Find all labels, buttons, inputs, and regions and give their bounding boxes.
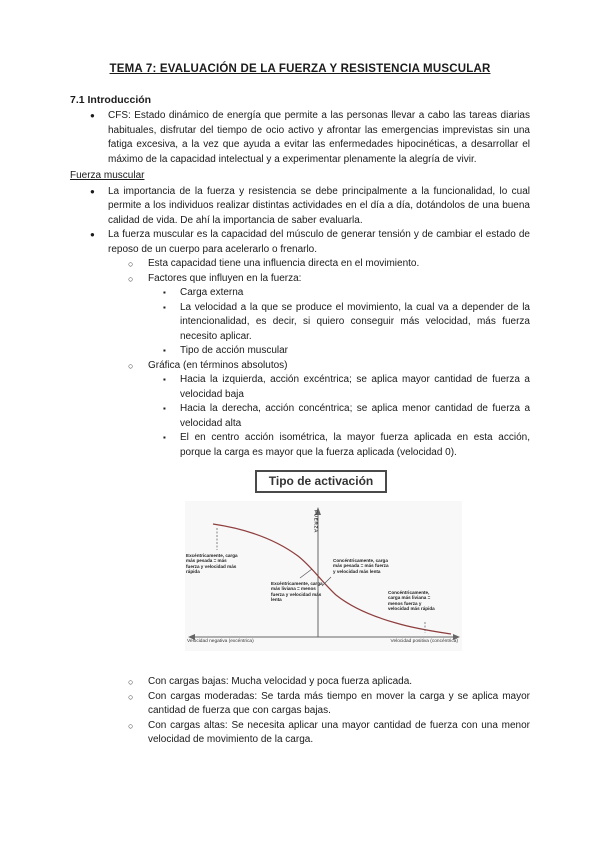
list-item-text: Con cargas altas: Se necesita aplicar una mayor cantidad de fuerza con una menor velocidad de movimiento de la carga. (148, 719, 530, 745)
list-item (70, 373, 530, 402)
annotation-eccentric-heavy: Excéntricamente, carga más pesada = más fuerza y velocidad más rápida (186, 553, 238, 575)
square-bullet-icon: ▪ (163, 404, 166, 413)
list-item-text: Con cargas bajas: Mucha velocidad y poca fuerza aplicada. (148, 676, 413, 687)
annotation-leader-line (300, 569, 312, 578)
annotation-eccentric-light: Excéntricamente, carga más liviana = menos fuerza y velocidad más lenta (271, 581, 323, 603)
list-item-text: La importancia de la fuerza y resistencia se debe principalmente a la funcionalidad, lo cual permite a los individuos realizar distintas actividades en el día a día, dotándolos de una buena calidad de vida. De ahí la importancia de saber evaluarla. (108, 185, 530, 226)
list-item (70, 690, 530, 719)
x-axis-right-label: Velocidad positiva (concéntrica) (390, 638, 458, 644)
list-item (70, 257, 530, 272)
y-axis-label: FUERZA (312, 510, 318, 534)
subsection-heading: Fuerza muscular (70, 170, 145, 181)
circle-bullet-icon: ○ (128, 677, 134, 687)
list-item-text: Esta capacidad tiene una influencia directa en el movimiento. (148, 258, 420, 269)
list-item (70, 359, 530, 374)
list-item-text: Gráfica (en términos absolutos) (148, 359, 288, 371)
list-item (70, 228, 530, 257)
circle-bullet-icon: ○ (128, 259, 134, 269)
list-item (70, 344, 530, 359)
list-item-text: Hacia la derecha, acción concéntrica; se aplica menor cantidad de fuerza a velocidad alta (180, 403, 530, 429)
list-item (70, 286, 530, 301)
list-item (70, 719, 530, 748)
list-item (70, 402, 530, 431)
list-item-text: Tipo de acción muscular (180, 345, 289, 356)
circle-bullet-icon: ○ (128, 273, 134, 284)
list-item (70, 431, 530, 460)
x-axis-left-label: Velocidad negativa (excéntrica) (187, 638, 254, 644)
annotation-concentric-light: Concéntricamente, carga más liviana = menos fuerza y velocidad más rápida (388, 590, 435, 612)
square-bullet-icon: ▪ (163, 302, 166, 312)
list-item-text: La fuerza muscular es la capacidad del músculo de generar tensión y de cambiar el estado de reposo de un cuerpo para acelerarlo o frenarlo. (108, 229, 530, 255)
square-bullet-icon: ▪ (163, 433, 166, 442)
square-bullet-icon: ▪ (163, 375, 166, 384)
list-item-text: CFS: Estado dinámico de energía que permite a las personas llevar a cabo las tareas diarias habituales, disfrutar del tiempo de ocio activo y afrontar las emergencias imprevistas sin una fatiga excesiva, a la vez que ayuda a evitar las enfermedades hipocinéticas, a desarrollar el máximo de la capacidad intelectual y a experimentar plenamente la alegría de vivir. (108, 110, 530, 165)
list-item (70, 675, 530, 690)
figure-title-box: Tipo de activación (255, 470, 387, 493)
circle-bullet-icon: ○ (128, 360, 134, 371)
force-velocity-chart (185, 501, 462, 651)
section-heading: 7.1 Introducción (70, 93, 152, 106)
bullet-icon: ● (90, 111, 95, 120)
list-item (70, 109, 530, 167)
circle-bullet-icon: ○ (128, 691, 134, 702)
bullet-icon: ● (90, 186, 95, 196)
list-item-text: Con cargas moderadas: Se tarda más tiempo en mover la carga y se aplica mayor cantidad de fuerza que con cargas bajas. (148, 690, 530, 716)
list-item-text: La velocidad a la que se produce el movimiento, la cual va a depender de la intencionalidad, es decir, si quiero conseguir más velocidad, más fuerza necesito aplicar. (180, 301, 530, 342)
square-bullet-icon: ▪ (163, 288, 166, 297)
list-item (70, 301, 530, 345)
list-item-text: Carga externa (180, 287, 244, 298)
circle-bullet-icon: ○ (128, 720, 134, 731)
force-velocity-curve (213, 524, 451, 634)
square-bullet-icon: ▪ (163, 346, 166, 355)
list-item (70, 185, 530, 229)
chart-canvas (185, 501, 462, 651)
annotation-concentric-heavy: Concéntricamente, carga más pesada = más fuerza y velocidad más lenta (333, 558, 389, 574)
list-item-text: Hacia la izquierda, acción excéntrica; se aplica mayor cantidad de fuerza a velocidad baja (180, 374, 530, 400)
bullet-icon: ● (90, 230, 95, 239)
list-item-text: Factores que influyen en la fuerza: (148, 272, 302, 284)
list-item-text: El en centro acción isométrica, la mayor fuerza aplicada en esta acción, porque la carga es mayor que la fuerza aplicada (velocidad 0). (180, 432, 530, 458)
list-item (70, 272, 530, 287)
page-title: TEMA 7: EVALUACIÓN DE LA FUERZA Y RESISTENCIA MUSCULAR (109, 63, 491, 75)
